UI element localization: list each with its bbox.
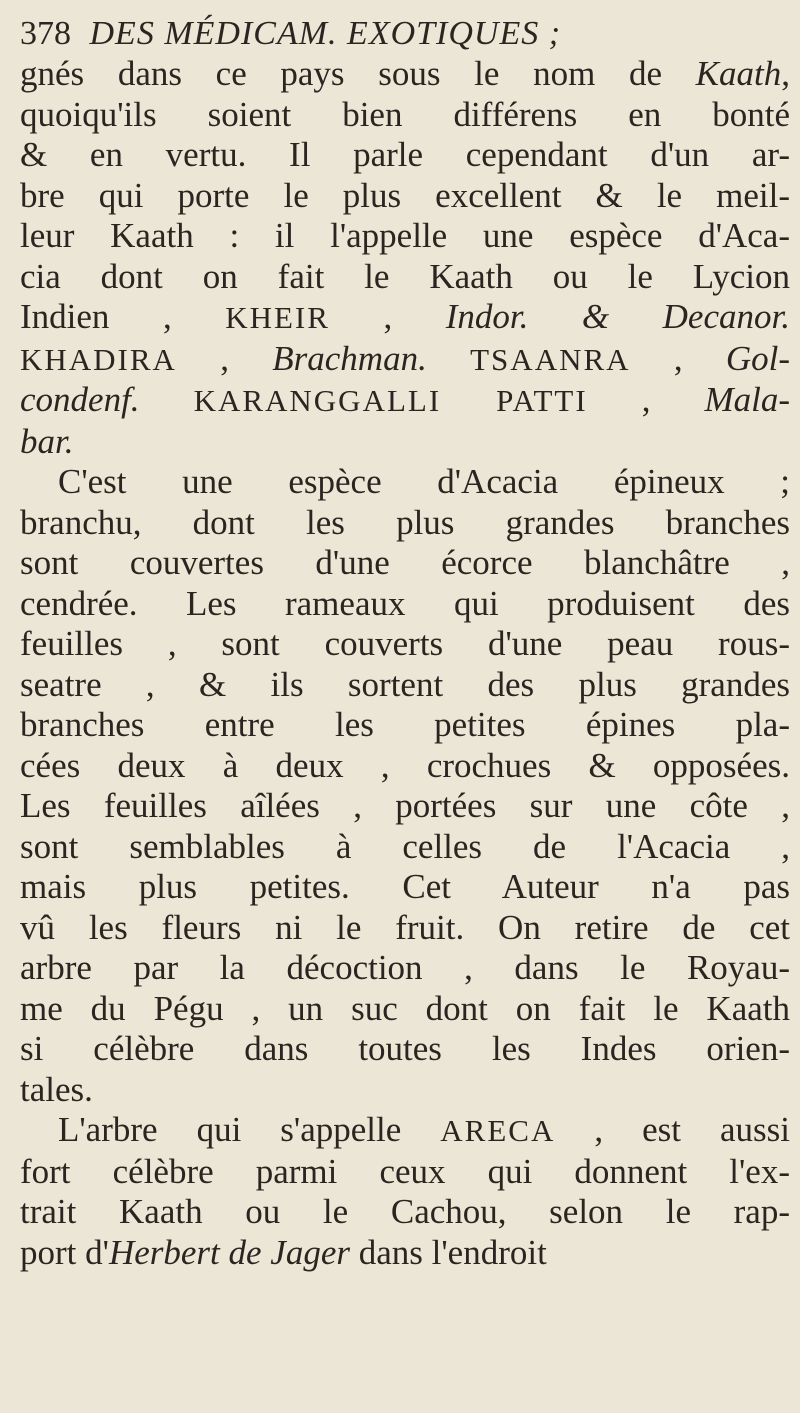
text-line [20, 503, 790, 544]
text-line [20, 624, 790, 665]
text-line [20, 827, 790, 868]
text-run [427, 339, 470, 378]
text-line [20, 1029, 790, 1070]
text-run: me du Pégu , un suc dont on fait le Kaath [20, 988, 790, 1028]
text-run: , [630, 338, 726, 378]
text-run: feuilles , sont couverts d'une peau rous- [20, 624, 790, 663]
text-line [20, 1192, 790, 1233]
text-run: , [587, 380, 705, 419]
page-number: 378 [20, 15, 71, 52]
text-run: , [781, 54, 790, 93]
text-line [20, 543, 790, 584]
text-run: L'arbre qui s'appelle [58, 1110, 441, 1149]
text-line [20, 462, 790, 503]
text-line [20, 54, 790, 95]
italic-run: Herbert de Jager [108, 1232, 350, 1272]
text-line [20, 422, 790, 463]
italic-run: bar. [20, 421, 74, 461]
smallcaps-run: KHADIRA [20, 341, 177, 377]
text-run: & en vertu. Il parle cependant d'un ar- [20, 135, 790, 174]
text-line [20, 584, 790, 625]
smallcaps-run: KARANGGALLI PATTI [193, 383, 588, 418]
text-line [20, 297, 790, 339]
text-line [20, 1110, 790, 1152]
smallcaps-run: ARECA [440, 1113, 556, 1148]
text-line [20, 380, 790, 422]
text-line [20, 786, 790, 827]
text-run [140, 380, 194, 419]
text-line [20, 989, 790, 1030]
text-run: cendrée. Les rameaux qui produisent des [20, 583, 790, 623]
italic-run: condenf. [20, 380, 140, 419]
smallcaps-run: TSAANRA [470, 341, 631, 377]
text-line [20, 705, 790, 746]
text-line [20, 1070, 790, 1111]
text-run: , est aussi [555, 1110, 790, 1149]
text-run: trait Kaath ou le Cachou, selon le rap- [20, 1192, 790, 1231]
text-run: tales. [20, 1069, 93, 1109]
text-run: quoiqu'ils soient bien différens en bonté [20, 94, 790, 134]
smallcaps-run: KHEIR [225, 300, 330, 335]
text-run: port d' [20, 1232, 109, 1272]
text-run: Les feuilles aîlées , portées sur une côte , [20, 786, 790, 825]
text-line [20, 908, 790, 949]
text-run: Indien , [20, 297, 226, 336]
text-line [20, 95, 790, 136]
italic-run: Gol- [725, 338, 791, 378]
italic-run: Indor. & Decanor. [445, 297, 790, 336]
text-line [20, 1233, 790, 1274]
text-run: si célèbre dans toutes les Indes orien- [20, 1029, 790, 1068]
text-run: sont semblables à celles de l'Acacia , [20, 826, 790, 866]
text-line [20, 1152, 790, 1193]
text-line [20, 135, 790, 176]
running-header [20, 14, 790, 54]
text-run: bre qui porte le plus excellent & le meil- [20, 175, 790, 215]
text-line [20, 176, 790, 217]
text-run: branchu, dont les plus grandes branches [20, 502, 790, 542]
text-run: , [176, 338, 273, 378]
text-run: arbre par la décoction , dans le Royau- [20, 948, 790, 987]
text-run: gnés dans ce pays sous le nom de [20, 54, 696, 93]
italic-run: Kaath [695, 54, 782, 93]
text-line [20, 339, 790, 381]
text-run: cia dont on fait le Kaath ou le Lycion [20, 256, 790, 296]
text-run: leur Kaath : il l'appelle une espèce d'Aca- [20, 216, 790, 255]
text-line [20, 216, 790, 257]
running-title: DES MÉDICAM. EXOTIQUES ; [89, 15, 562, 52]
text-run: seatre , & ils sortent des plus grandes [20, 664, 790, 704]
text-run: vû les fleurs ni le fruit. On retire de cet [20, 907, 790, 947]
text-run: sont couvertes d'une écorce blanchâtre , [20, 543, 790, 582]
italic-run: Brachman. [272, 338, 427, 378]
text-run: dans l'endroit [349, 1232, 547, 1272]
text-run: branches entre les petites épines pla- [20, 705, 790, 744]
text-run: cées deux à deux , crochues & opposées. [20, 745, 790, 785]
text-line [20, 257, 790, 298]
text-run: fort célèbre parmi ceux qui donnent l'ex- [20, 1151, 790, 1191]
text-line [20, 746, 790, 787]
text-line [20, 665, 790, 706]
text-line [20, 948, 790, 989]
text-run: mais plus petites. Cet Auteur n'a pas [20, 867, 790, 906]
text-run: C'est une espèce d'Acacia épineux ; [58, 462, 790, 501]
text-run: , [329, 297, 446, 336]
page-body [20, 54, 790, 1273]
text-line [20, 867, 790, 908]
italic-run: Mala- [704, 380, 791, 419]
